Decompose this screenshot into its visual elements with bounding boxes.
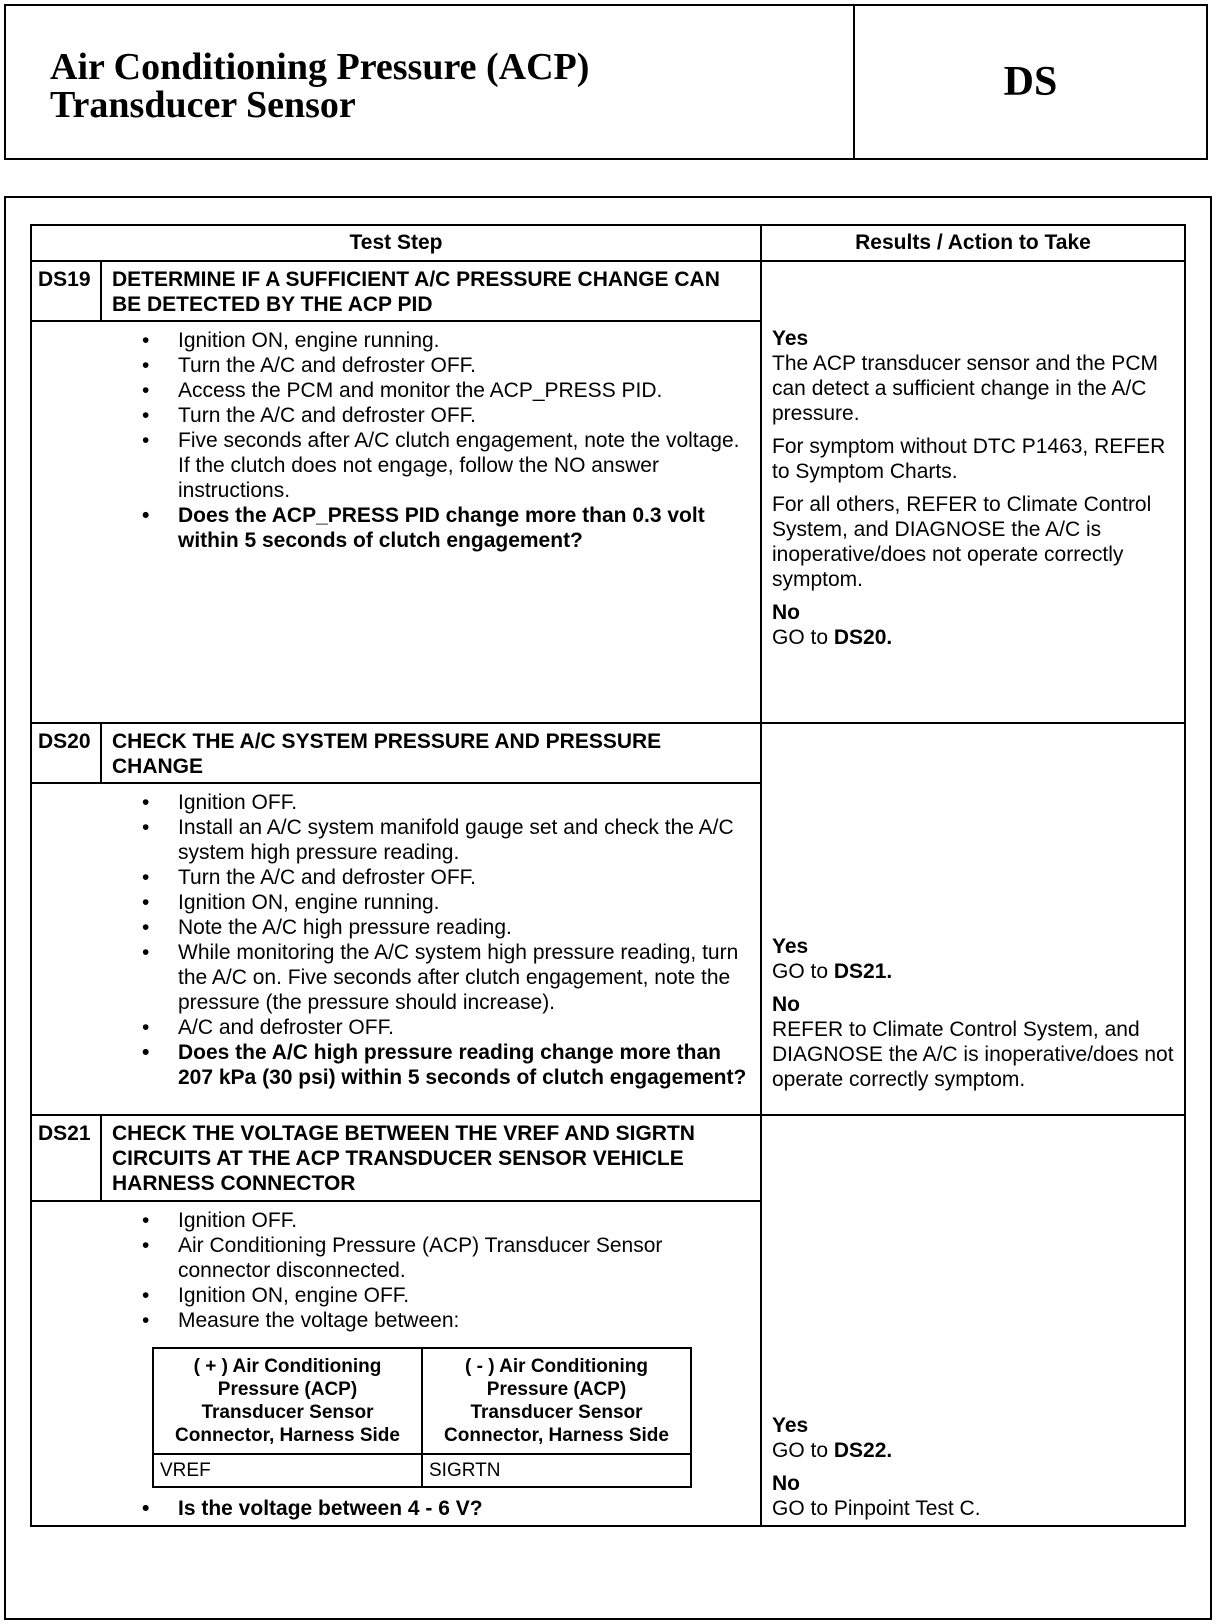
ds21-no-label: No bbox=[772, 1472, 800, 1495]
ds21-bullet-list bbox=[142, 1208, 750, 1333]
ds19-yes-text-2: For symptom without DTC P1463, REFER to Symptom Charts. bbox=[772, 435, 1166, 483]
step-ds19-body bbox=[31, 321, 761, 723]
ds20-bullet-list bbox=[142, 790, 750, 1090]
list-item: • Ignition ON, engine running. bbox=[142, 890, 750, 915]
list-item: • Note the A/C high pressure reading. bbox=[142, 915, 750, 940]
col-header-results: Results / Action to Take bbox=[761, 225, 1185, 261]
list-item: • Ignition ON, engine OFF. bbox=[142, 1283, 750, 1308]
ds20-yes-target: DS21. bbox=[833, 960, 893, 983]
measure-positive-value: VREF bbox=[153, 1454, 422, 1487]
ds19-question: • Does the ACP_PRESS PID change more than 0.3 volt within 5 seconds of clutch engagement? bbox=[142, 503, 750, 553]
table-header-row bbox=[31, 225, 1185, 261]
ds21-yes-label: Yes bbox=[772, 1414, 809, 1437]
ds20-yes-text bbox=[772, 959, 1176, 984]
step-ds19-id: DS19 bbox=[31, 261, 101, 321]
ds19-yes-text-1: The ACP transducer sensor and the PCM can detect a sufficient change in the A/C pressure. bbox=[772, 352, 1158, 425]
list-item: • Ignition OFF. bbox=[142, 790, 750, 815]
measure-table-row bbox=[153, 1454, 691, 1487]
step-ds21-title: CHECK THE VOLTAGE BETWEEN THE VREF AND SIGRTN CIRCUITS AT THE ACP TRANSDUCER SENSOR VEHICLE HARNESS CONNECTOR bbox=[101, 1115, 761, 1201]
ds21-yes-target: DS22. bbox=[833, 1439, 893, 1462]
ds20-yes-label: Yes bbox=[772, 935, 809, 958]
measure-col-negative: ( - ) Air Conditioning Pressure (ACP) Transducer Sensor Connector, Harness Side bbox=[422, 1348, 691, 1454]
page-title bbox=[50, 48, 589, 124]
list-item: • Turn the A/C and defroster OFF. bbox=[142, 353, 750, 378]
ds19-yes-label: Yes bbox=[772, 327, 809, 350]
step-ds21-id: DS21 bbox=[31, 1115, 101, 1201]
measure-negative-value: SIGRTN bbox=[422, 1454, 691, 1487]
test-step-table bbox=[30, 224, 1186, 1527]
step-ds21-body bbox=[31, 1201, 761, 1526]
list-item: • Measure the voltage between: bbox=[142, 1308, 750, 1333]
ds19-bullet-list bbox=[142, 328, 750, 553]
step-ds19-header-row bbox=[31, 261, 1185, 321]
step-ds20-body bbox=[31, 783, 761, 1115]
page-title-line-2: Transducer Sensor bbox=[50, 84, 356, 126]
ds20-no-text: REFER to Climate Control System, and DIAGNOSE the A/C is inoperative/does not operate correctly symptom. bbox=[772, 1018, 1174, 1091]
ds21-question: • Is the voltage between 4 - 6 V? bbox=[142, 1496, 750, 1521]
page-title-line-1: Air Conditioning Pressure (ACP) bbox=[50, 46, 590, 88]
list-item: • Ignition OFF. bbox=[142, 1208, 750, 1233]
step-ds20-title: CHECK THE A/C SYSTEM PRESSURE AND PRESSURE CHANGE bbox=[101, 723, 761, 783]
page-header bbox=[4, 4, 1208, 160]
list-item: • While monitoring the A/C system high pressure reading, turn the A/C on. Five seconds after clutch engagement, note the pressure (the pressure should increase). bbox=[142, 940, 750, 1015]
list-item: • A/C and defroster OFF. bbox=[142, 1015, 750, 1040]
ds21-question-list bbox=[142, 1496, 750, 1521]
list-item: • Access the PCM and monitor the ACP_PRESS PID. bbox=[142, 378, 750, 403]
list-item: • Turn the A/C and defroster OFF. bbox=[142, 403, 750, 428]
ds19-no-label: No bbox=[772, 601, 800, 624]
measure-table bbox=[152, 1347, 692, 1488]
step-ds20-results bbox=[761, 723, 1185, 1115]
ds21-yes-text bbox=[772, 1438, 1176, 1463]
step-ds20-header-row bbox=[31, 723, 1185, 783]
step-ds20-id: DS20 bbox=[31, 723, 101, 783]
ds21-no-text: GO to Pinpoint Test C. bbox=[772, 1497, 981, 1520]
ds20-no-label: No bbox=[772, 993, 800, 1016]
ds20-yes-prefix: GO to bbox=[772, 960, 834, 983]
list-item: • Install an A/C system manifold gauge set and check the A/C system high pressure reading. bbox=[142, 815, 750, 865]
list-item: • Ignition ON, engine running. bbox=[142, 328, 750, 353]
step-ds19-results bbox=[761, 261, 1185, 723]
list-item: • Five seconds after A/C clutch engagement, note the voltage. If the clutch does not engage, follow the NO answer instructions. bbox=[142, 428, 750, 503]
ds21-yes-prefix: GO to bbox=[772, 1439, 834, 1462]
ds19-no-text bbox=[772, 625, 1176, 650]
list-item: • Air Conditioning Pressure (ACP) Transducer Sensor connector disconnected. bbox=[142, 1233, 750, 1283]
ds20-question: • Does the A/C high pressure reading change more than 207 kPa (30 psi) within 5 seconds of clutch engagement? bbox=[142, 1040, 750, 1090]
step-ds21-header-row bbox=[31, 1115, 1185, 1201]
col-header-test-step: Test Step bbox=[31, 225, 761, 261]
ds19-no-target: DS20. bbox=[833, 626, 893, 649]
section-code: DS bbox=[1003, 59, 1058, 105]
measure-table-header-row bbox=[153, 1348, 691, 1454]
measure-col-positive: ( + ) Air Conditioning Pressure (ACP) Transducer Sensor Connector, Harness Side bbox=[153, 1348, 422, 1454]
list-item: • Turn the A/C and defroster OFF. bbox=[142, 865, 750, 890]
ds19-yes-text-3: For all others, REFER to Climate Control System, and DIAGNOSE the A/C is inoperative/does not operate correctly symptom. bbox=[772, 493, 1152, 591]
step-ds21-results bbox=[761, 1115, 1185, 1526]
ds19-no-prefix: GO to bbox=[772, 626, 834, 649]
step-ds19-title: DETERMINE IF A SUFFICIENT A/C PRESSURE CHANGE CAN BE DETECTED BY THE ACP PID bbox=[101, 261, 761, 321]
